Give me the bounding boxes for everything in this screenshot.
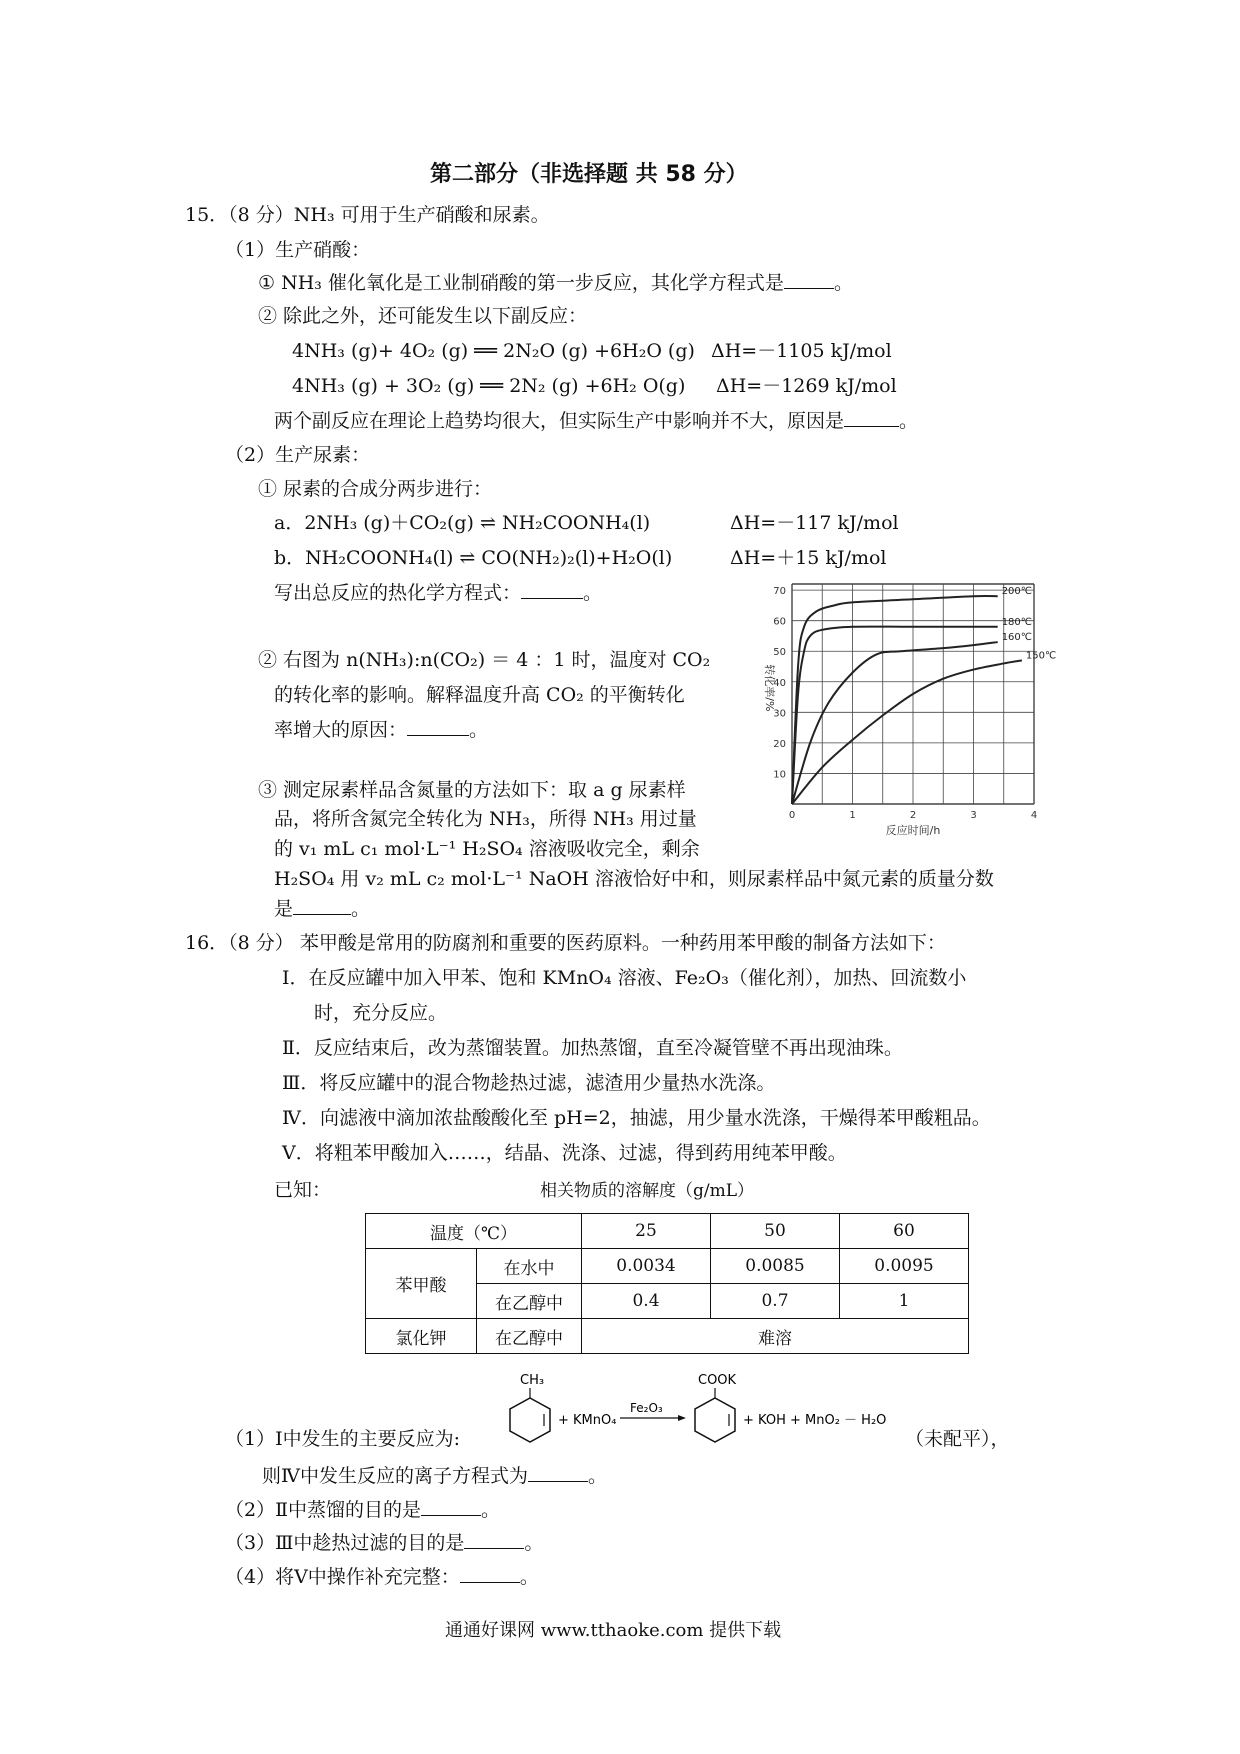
q15-part1-heading: （1）生产硝酸： (225, 239, 371, 261)
q15-2-3d: H₂SO₄ 用 v₂ mL c₂ mol·L⁻¹ NaOH 溶液恰好中和，则尿素样品中氮元素的质量分数 (274, 868, 994, 890)
table-cell: 0.0085 (711, 1249, 840, 1284)
section-title: 第二部分（非选择题 共 58 分） (430, 162, 748, 187)
q15-2-3c: 的 v₁ mL c₁ mol·L⁻¹ H₂SO₄ 溶液吸收完全，剩余 (274, 838, 700, 860)
q16-stem: 16．（8 分） 苯甲酸是常用的防腐剂和重要的医药原料。一种药用苯甲酸的制备方法如下： (185, 932, 946, 954)
x-tick-label: 2 (909, 810, 917, 821)
urea-step-a: a．2NH₃ (g)＋CO₂(g) ⇌ NH₂COONH₄(l) (274, 512, 651, 534)
row-benzoic-acid: 苯甲酸 (366, 1249, 477, 1319)
series-label: 180℃ (1001, 616, 1033, 628)
q15-2-1: ① 尿素的合成分两步进行： (258, 478, 493, 500)
table-cell: 0.7 (711, 1284, 840, 1319)
q15-2-3e: 是 。 (274, 898, 371, 920)
table-cell: 0.0095 (840, 1249, 969, 1284)
q16-step3: Ⅲ．将反应罐中的混合物趁热过滤，滤渣用少量热水洗涤。 (282, 1072, 776, 1094)
q15-1-1: ① NH₃ 催化氧化是工业制硝酸的第一步反应，其化学方程式是 。 (258, 272, 853, 294)
urea-step-a-dh: ΔH=－117 kJ/mol (730, 512, 899, 534)
row-in-ethanol: 在乙醇中 (477, 1284, 582, 1319)
q15-stem: 15．（8 分）NH₃ 可用于生产硝酸和尿素。 (185, 204, 550, 226)
q15-1-2: ② 除此之外，还可能发生以下副反应： (258, 305, 588, 327)
x-tick-label: 1 (849, 810, 856, 821)
q15-2-3a: ③ 测定尿素样品含氮量的方法如下：取 a g 尿素样 (258, 779, 686, 801)
y-tick-label: 60 (773, 616, 786, 628)
y-tick-label: 10 (773, 769, 786, 781)
footer-credit: 通通好课网 www.tthaoke.com 提供下载 (445, 1620, 782, 1641)
q16-3: （3）Ⅲ中趁热过滤的目的是 。 (225, 1532, 544, 1554)
products-label: + KOH + MnO₂ － H₂O (743, 1413, 887, 1428)
table-cell: 0.4 (582, 1284, 711, 1319)
y-tick-label: 20 (773, 738, 786, 750)
temp-60: 60 (840, 1214, 969, 1249)
q16-1: （1）Ⅰ中发生的主要反应为: (225, 1428, 460, 1450)
temp-50: 50 (711, 1214, 840, 1249)
y-tick-label: 30 (773, 708, 786, 720)
urea-step-b-dh: ΔH=＋15 kJ/mol (730, 547, 887, 569)
row-in-water: 在水中 (477, 1249, 582, 1284)
cook-label: COOK (698, 1373, 737, 1388)
table-cell: 1 (840, 1284, 969, 1319)
series-line-180℃ (792, 627, 998, 804)
q16-2: （2）Ⅱ中蒸馏的目的是 。 (225, 1499, 501, 1521)
row-kcl: 氯化钾 (366, 1319, 477, 1354)
table-caption: 相关物质的溶解度（g/mL） (540, 1181, 755, 1201)
series-line-160℃ (792, 642, 998, 804)
unbalanced-note: （未配平）， (905, 1428, 1010, 1450)
series-label: 150℃ (1025, 650, 1057, 662)
solubility-table (365, 1213, 969, 1354)
co2-conversion-chart (750, 578, 1057, 848)
side-reaction-2: 4NH₃ (g) + 3O₂ (g) ══ 2N₂ (g) +6H₂ O(g) (292, 375, 686, 397)
q15-2-1b: 写出总反应的热化学方程式： 。 (274, 582, 603, 604)
row-kcl-in-ethanol: 在乙醇中 (477, 1319, 582, 1354)
q16-step2: Ⅱ．反应结束后，改为蒸馏装置。加热蒸馏，直至冷凝管壁不再出现油珠。 (282, 1037, 903, 1059)
q16-step1a: Ⅰ．在反应罐中加入甲苯、饱和 KMnO₄ 溶液、Fe₂O₃（催化剂），加热、回流数小 (282, 967, 967, 989)
header-temp: 温度（℃） (366, 1214, 582, 1249)
known-label: 已知： (274, 1179, 332, 1201)
q16-step5: Ⅴ．将粗苯甲酸加入……，结晶、洗涤、过滤，得到药用纯苯甲酸。 (282, 1142, 847, 1164)
q15-2-3b: 品，将所含氮完全转化为 NH₃，所得 NH₃ 用过量 (274, 808, 697, 830)
series-label: 200℃ (1001, 586, 1033, 598)
q15-part2-heading: （2）生产尿素： (225, 444, 371, 466)
kcl-solubility: 难溶 (582, 1319, 969, 1354)
temp-25: 25 (582, 1214, 711, 1249)
x-tick-label: 4 (1030, 810, 1038, 821)
x-tick-label: 0 (788, 810, 796, 821)
y-tick-label: 70 (773, 586, 786, 598)
side-reaction-1: 4NH₃ (g)+ 4O₂ (g) ══ 2N₂O (g) +6H₂O (g) (292, 340, 695, 362)
kmno4-label: + KMnO₄ (558, 1413, 617, 1428)
q15-1-3: 两个副反应在理论上趋势均很大，但实际生产中影响并不大，原因是 。 (274, 410, 919, 432)
q15-2-2b: 的转化率的影响。解释温度升高 CO₂ 的平衡转化 (274, 684, 685, 706)
x-tick-label: 3 (970, 810, 977, 821)
benzoic-acid-reaction-scheme (490, 1368, 910, 1448)
y-tick-label: 50 (773, 647, 786, 659)
q15-2-2c: 率增大的原因： 。 (274, 719, 489, 741)
q16-step1b: 时，充分反应。 (314, 1002, 448, 1024)
x-axis-label: 反应时间/h (885, 824, 941, 837)
q16-1b: 则Ⅳ中发生反应的离子方程式为 。 (262, 1465, 607, 1487)
y-axis-label: 转化率/% (763, 664, 776, 712)
y-tick-label: 40 (773, 677, 786, 689)
ch3-label: CH₃ (520, 1373, 545, 1388)
q15-2-2a: ② 右图为 n(NH₃):n(CO₂) ＝ 4 ：1 时，温度对 CO₂ (258, 649, 711, 671)
urea-step-b: b．NH₂COONH₄(l) ⇌ CO(NH₂)₂(l)+H₂O(l) (274, 547, 673, 569)
table-cell: 0.0034 (582, 1249, 711, 1284)
q16-step4: Ⅳ．向滤液中滴加浓盐酸酸化至 pH=2，抽滤，用少量水洗涤，干燥得苯甲酸粗品。 (282, 1107, 991, 1129)
side-reaction-1-dh: ΔH=－1105 kJ/mol (711, 340, 892, 362)
catalyst-label: Fe₂O₃ (630, 1401, 663, 1415)
series-label: 160℃ (1001, 632, 1033, 644)
side-reaction-2-dh: ΔH=－1269 kJ/mol (716, 375, 897, 397)
q16-4: （4）将Ⅴ中操作补充完整： 。 (225, 1566, 539, 1588)
